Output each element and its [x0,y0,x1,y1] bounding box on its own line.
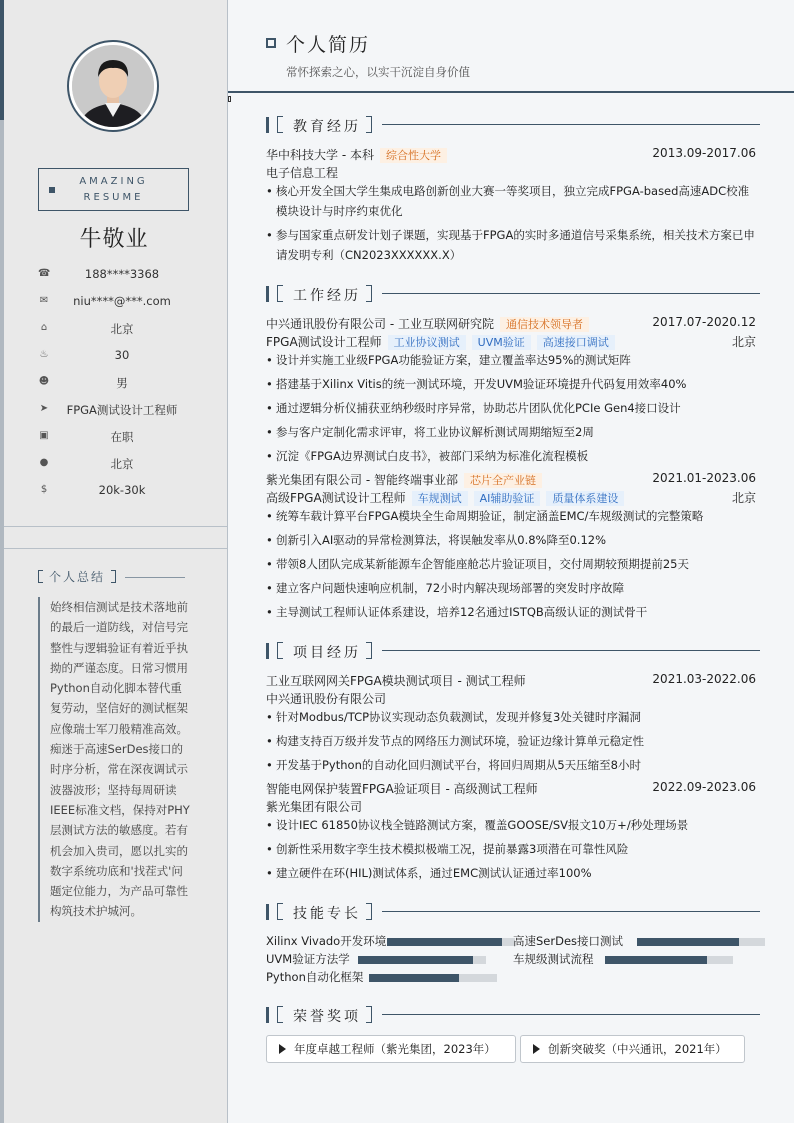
info-salary [0,481,228,501]
work-bullet: • 通过逻辑分析仪捕获亚纳秒级时序异常，协助芯片团队优化PCIe Gen4接口设计 [266,398,756,418]
skill-name: 车规级测试流程 [513,952,594,966]
bracket-right-icon [366,116,372,133]
work-bullet: • 统筹车载计算平台FPGA模块全生命周期验证，制定涵盖EMC/车规级测试的完整策略 [266,506,756,526]
portrait-icon [72,45,154,127]
project-header [266,780,756,798]
avatar-frame [67,40,159,132]
sidebar-edge-accent [0,0,4,120]
work-bullet: • 设计并实施工业级FPGA功能验证方案，建立覆盖率达95%的测试矩阵 [266,350,756,370]
work-city: 北京 [731,335,756,349]
work-date: 2021.01-2023.06 [652,471,756,485]
bracket-right-icon [366,285,372,302]
skill-bar [637,938,765,946]
honor-item [266,1035,516,1063]
section-rule [382,293,760,294]
location-value: 北京 [110,457,134,471]
project-title: 智能电网保护装置FPGA验证项目 - 高级测试工程师 [266,782,538,796]
skill-item [513,951,734,967]
skill-tag: AI辅助验证 [474,491,541,506]
person-name: 牛敬业 [79,227,149,252]
education-header [266,146,756,164]
bracket-right-icon [366,642,372,659]
email-value: niu****@***.com [73,294,171,308]
work-header [266,471,756,489]
work-bullet: • 主导测试工程师认证体系建设，培养12名通过ISTQB高级认证的测试骨干 [266,602,756,622]
page-subtitle: 常怀探索之心，以实干沉淀自身价值 [286,65,470,79]
section-skills [266,903,760,921]
skill-tag: 质量体系建设 [546,491,624,506]
project-title: 工业互联网网关FPGA模块测试项目 - 测试工程师 [266,674,526,688]
triangle-right-icon [533,1044,540,1054]
education-bullet: • 核心开发全国大学生集成电路创新创业大赛一等奖项目，独立完成FPGA-based高速ADC校准模块设计与时序约束优化 [266,181,756,221]
education-date: 2013.09-2017.06 [652,146,756,160]
skill-tag: UVM验证 [472,335,531,350]
info-gender [0,373,228,393]
work-bullet: • 带领8人团队完成某新能源车企智能座舱芯片验证项目，交付周期较预期提前25天 [266,554,756,574]
section-bar-icon [266,1007,269,1023]
title-square-icon [266,38,276,48]
sidebar-edge [0,0,4,1123]
summary-title-line [125,577,185,578]
location-icon: ● [39,457,49,468]
bracket-right-icon [366,1006,372,1023]
residence-value: 北京 [110,322,134,336]
send-icon: ➤ [39,403,49,414]
job-role: 高级FPGA测试设计工程师 [266,491,406,505]
age-value: 30 [114,348,130,362]
project-bullet: • 针对Modbus/TCP协议实现动态负载测试，发现并修复3处关键时序漏洞 [266,707,756,727]
info-residence [0,319,228,339]
work-bullet: • 创新引入AI驱动的异常检测算法，将误触发率从0.8%降至0.12% [266,530,756,550]
school-name: 华中科技大学 - 本科 [266,148,374,162]
skill-item [266,933,516,949]
section-skills-title: 技能专长 [293,906,361,922]
badge-line-1: AMAZING [79,175,148,187]
info-email [0,292,228,312]
company-name: 紫光集团有限公司 - 智能终端事业部 [266,473,458,487]
section-rule [382,1014,760,1015]
salary-value: 20k-30k [98,483,146,497]
sidebar-divider-2 [4,548,227,549]
page-title: 个人简历 [286,34,371,56]
section-honors [266,1006,760,1024]
badge-line-2: RESUME [83,191,144,203]
project-org: 中兴通讯股份有限公司 [266,692,387,706]
skill-tag: 车规测试 [412,491,468,506]
project-bullet: • 构建支持百万级并发节点的网络压力测试环境，验证边缘计算单元稳定性 [266,731,756,751]
skill-bar [605,956,733,964]
section-projects-title: 项目经历 [293,645,361,661]
skill-bar-fill [369,974,459,982]
info-status [0,427,228,447]
honor-item [520,1035,745,1063]
section-honors-title: 荣誉奖项 [293,1009,361,1025]
skill-bar-fill [387,938,502,946]
position-value: FPGA测试设计工程师 [66,403,178,417]
section-bar-icon [266,643,269,659]
skill-bar [369,974,497,982]
project-date: 2022.09-2023.06 [652,780,756,794]
bracket-left-icon [277,285,283,302]
avatar [72,45,154,127]
skill-bar-fill [637,938,739,946]
info-position [0,400,228,420]
bracket-right-icon [366,903,372,920]
bracket-left-icon [277,642,283,659]
section-bar-icon [266,286,269,302]
company-tag: 通信技术领导者 [500,317,589,332]
school-tag: 综合性大学 [380,148,447,163]
info-age [0,346,228,366]
honor-text: 创新突破奖（中兴通讯，2021年） [548,1042,727,1056]
work-bullet: • 搭建基于Xilinx Vitis的统一测试环境，开发UVM验证环境提升代码复用效率40% [266,374,756,394]
work-bullet: • 沉淀《FPGA边界测试白皮书》，被部门采纳为标准化流程模板 [266,446,756,466]
money-icon: $ [40,484,48,495]
section-bar-icon [266,904,269,920]
triangle-right-icon [279,1044,286,1054]
skill-name: UVM验证方法学 [266,952,350,966]
education-bullet: • 参与国家重点研发计划子课题，实现基于FPGA的实时多通道信号采集系统，相关技术方案已申请发明专利（CN2023XXXXXX.X） [266,225,756,265]
section-education-title: 教育经历 [293,119,361,135]
resume-badge [38,168,189,211]
bracket-left-icon [38,570,43,583]
summary-title-text: 个人总结 [49,570,106,584]
company-name: 中兴通讯股份有限公司 - 工业互联网研究院 [266,317,494,331]
mail-icon: ✉ [39,295,49,306]
work-city: 北京 [731,491,756,505]
company-tag: 芯片全产业链 [464,473,542,488]
section-education [266,116,760,134]
section-rule [382,124,760,125]
project-org: 紫光集团有限公司 [266,800,363,814]
skill-bar [387,938,515,946]
corner-marker-icon [228,96,231,102]
cake-icon: ♨ [39,349,49,360]
skill-name: Xilinx Vivado开发环境 [266,934,387,948]
bracket-left-icon [277,1006,283,1023]
skill-item [266,969,498,985]
education-major: 电子信息工程 [266,166,339,180]
skill-name: 高速SerDes接口测试 [513,934,624,948]
section-work-title: 工作经历 [293,288,361,304]
summary-text: 始终相信测试是技术落地前的最后一道防线，对信号完整性与逻辑验证有着近乎执拗的严谨态度。日常习惯用Python自动化脚本替代重复劳动，坚信好的测试框架应像瑞士军刀般精准高效。痴迷于高速SerDes接口的时序分析，常在深夜调试示波器波形；坚持每周研读IEEE标准文档，保持对PHY层测试方法的敏感度。若有机会加入贵司，愿以扎实的数字系统功底和'找茬式'问题定位能力，为产品可靠性构筑技术护城河。 [38,597,190,922]
status-value: 在职 [110,430,134,444]
skill-bar-fill [358,956,473,964]
project-date: 2021.03-2022.06 [652,672,756,686]
home-icon: ⌂ [40,322,48,333]
skill-bar [358,956,486,964]
summary-title [38,568,116,585]
work-role-row [266,333,756,351]
section-projects [266,642,760,660]
work-date: 2017.07-2020.12 [652,315,756,329]
section-work [266,285,760,303]
honor-text: 年度卓越工程师（紫光集团，2023年） [294,1042,496,1056]
work-bullet: • 建立客户问题快速响应机制，72小时内解决现场部署的突发时序故障 [266,578,756,598]
work-role-row [266,489,756,507]
work-bullet: • 参与客户定制化需求评审，将工业协议解析测试周期缩短至2周 [266,422,756,442]
skill-name: Python自动化框架 [266,970,364,984]
briefcase-icon: ▣ [39,430,49,441]
skill-item [266,951,487,967]
project-bullet: • 创新性采用数字孪生技术模拟极端工况，提前暴露3项潜在可靠性风险 [266,839,756,859]
work-header [266,315,756,333]
info-phone [0,265,228,285]
job-role: FPGA测试设计工程师 [266,335,382,349]
skill-tag: 高速接口调试 [537,335,615,350]
info-location [0,454,228,474]
skill-item [513,933,765,949]
project-bullet: • 建立硬件在环(HIL)测试体系，通过EMC测试认证通过率100% [266,863,756,883]
gender-value: 男 [116,376,128,390]
page-header [228,0,794,93]
skill-tag: 工业协议测试 [388,335,466,350]
section-bar-icon [266,117,269,133]
phone-icon: ☎ [38,268,51,279]
section-rule [382,650,760,651]
sidebar [0,0,228,1123]
project-bullet: • 开发基于Python的自动化回归测试平台，将回归周期从5天压缩至8小时 [266,755,756,775]
project-bullet: • 设计IEC 61850协议栈全链路测试方案，覆盖GOOSE/SV报文10万+/秒处理场景 [266,815,756,835]
section-rule [382,911,760,912]
project-header [266,672,756,690]
badge-square-icon [49,187,55,193]
bracket-left-icon [277,903,283,920]
sidebar-divider-1 [4,526,227,527]
bracket-right-icon [111,570,116,583]
bracket-left-icon [277,116,283,133]
skill-bar-fill [605,956,707,964]
phone-value: 188****3368 [84,267,160,281]
smile-icon: ☻ [38,376,50,387]
